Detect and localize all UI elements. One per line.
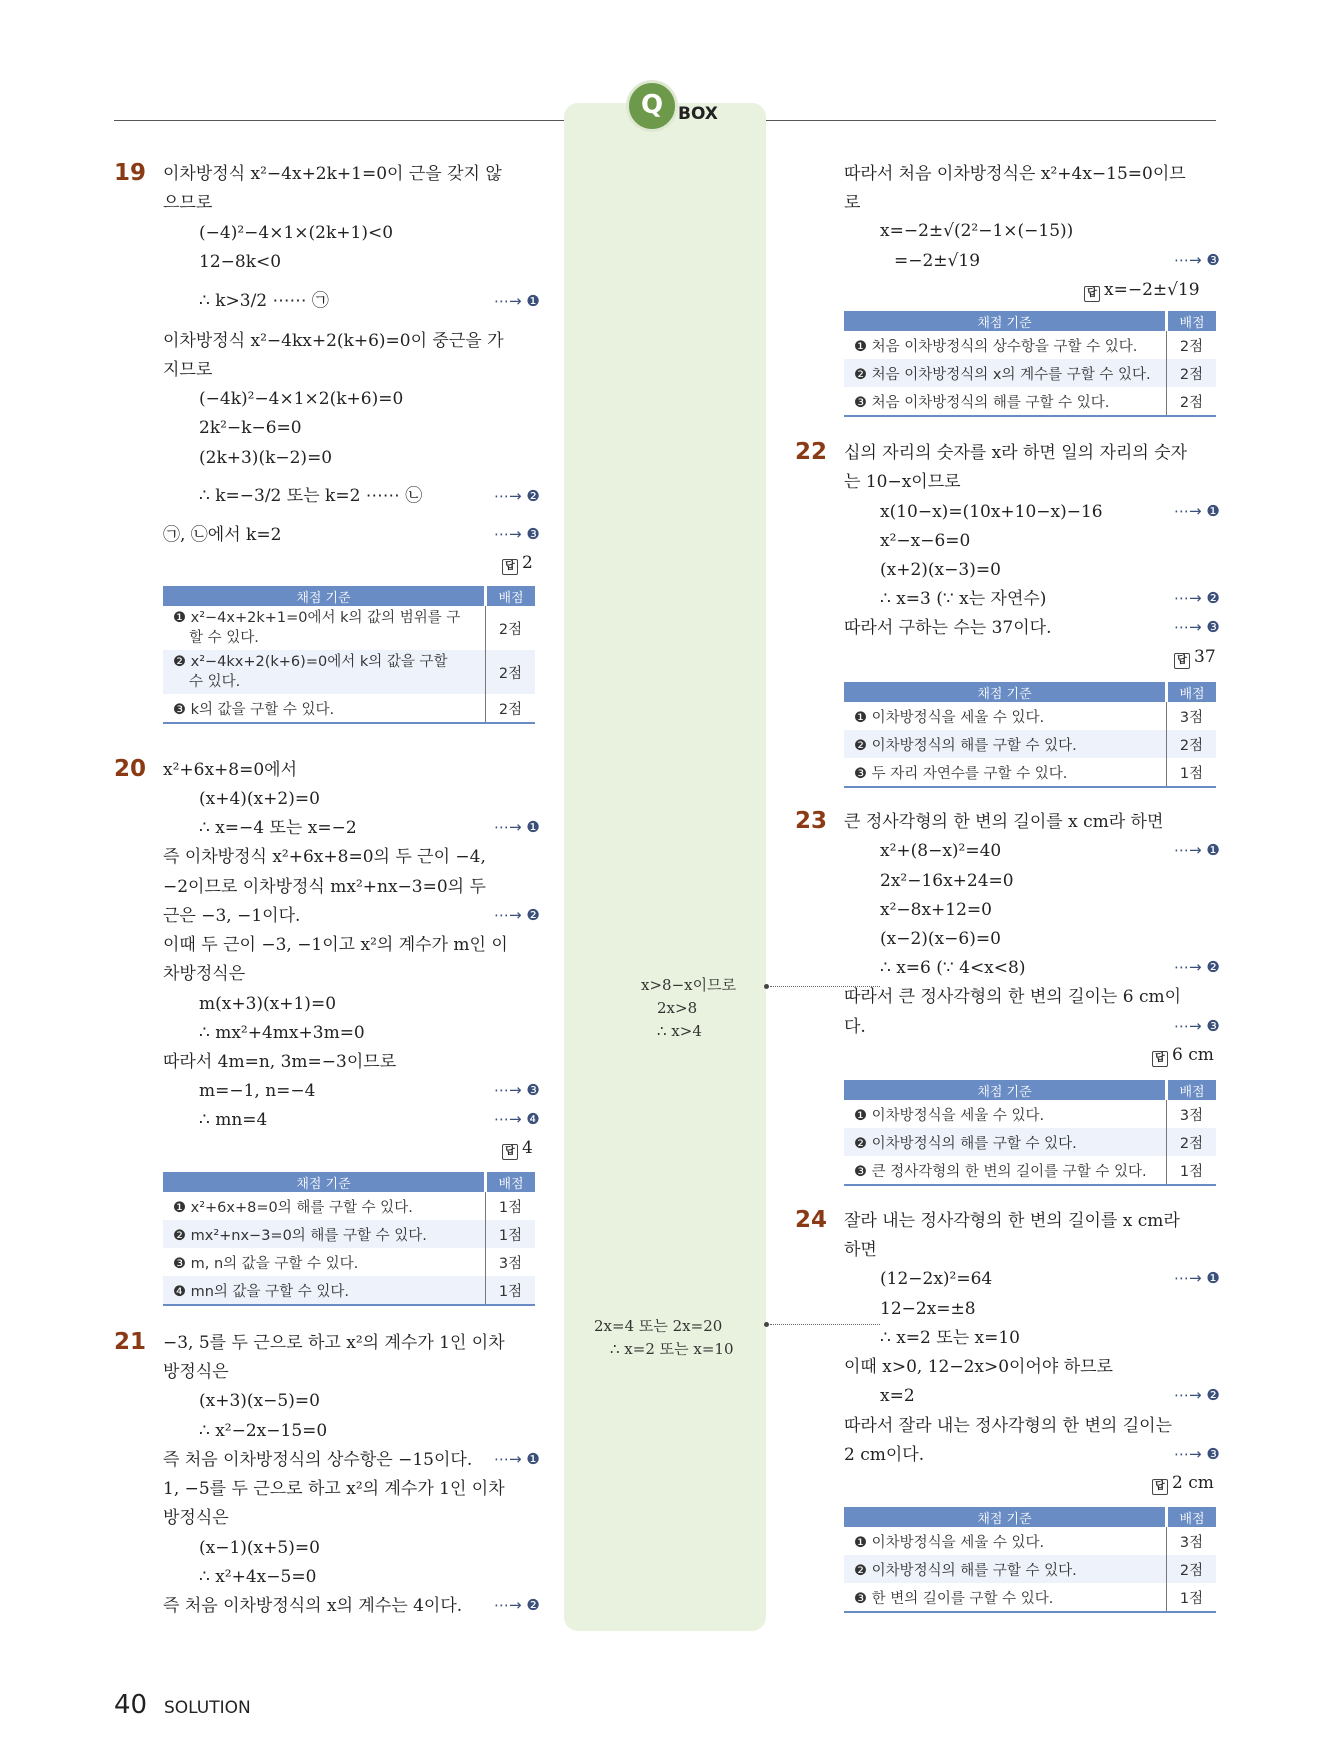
equation: ∴ x=2 또는 x=10 — [880, 1328, 1020, 1348]
qbox-label: BOX — [678, 104, 718, 124]
connector-line — [770, 986, 880, 987]
problem-text: 로 — [844, 193, 861, 213]
table-row — [844, 758, 1216, 787]
problem-text: 십의 자리의 숫자를 x라 하면 일의 자리의 숫자 — [844, 443, 1188, 463]
equation: ∴ k>3/2 ⋯⋯ ㉠ — [199, 291, 329, 311]
answer-value: 37 — [1194, 647, 1216, 667]
problem-text: −2이므로 이차방정식 mx²+nx−3=0의 두 — [163, 877, 486, 897]
points: 2점 — [1167, 1555, 1217, 1583]
problem-text: 2 cm이다. — [844, 1445, 925, 1465]
problem-number: 22 — [795, 439, 828, 465]
step-marker: ⋯→ ❸ — [1174, 1017, 1220, 1035]
table-header: 배점 — [486, 586, 536, 606]
connector-dot — [764, 984, 769, 989]
problem-text: 차방정식은 — [163, 964, 246, 984]
answer-value: 2 cm — [1172, 1473, 1214, 1493]
problem-text: 이때 x>0, 12−2x>0이어야 하므로 — [844, 1357, 1113, 1377]
criterion: ❶ 이차방정식을 세울 수 있다. — [854, 709, 1045, 726]
equation: x²+(8−x)²=40 — [880, 841, 1002, 861]
qbox-note: ∴ x>4 — [657, 1022, 702, 1040]
qbox-column — [564, 103, 766, 1631]
answer-value: 4 — [522, 1138, 533, 1158]
problem-text: 따라서 처음 이차방정식은 x²+4x−15=0이므 — [844, 164, 1186, 184]
points: 2점 — [1167, 331, 1217, 359]
table-row — [844, 702, 1216, 730]
answer-value: 2 — [522, 553, 533, 573]
answer-icon: 답 — [1152, 1479, 1168, 1495]
criterion: ❸ 처음 이차방정식의 해를 구할 수 있다. — [844, 387, 1167, 416]
problem-text: 는 10−x이므로 — [844, 472, 961, 492]
table-row — [844, 359, 1216, 387]
step-marker: ⋯→ ❹ — [494, 1110, 540, 1128]
answer — [502, 553, 533, 575]
table-header: 채점 기준 — [844, 1080, 1167, 1100]
step-marker: ⋯→ ❶ — [494, 292, 540, 310]
equation: =−2±√19 — [894, 251, 981, 271]
points: 3점 — [1167, 1527, 1217, 1555]
problem-number: 19 — [114, 160, 147, 186]
table-row — [163, 606, 535, 650]
criterion: ❶ x²−4x+2k+1=0에서 k의 값의 범위를 구 — [173, 610, 461, 626]
step-marker: ⋯→ ❷ — [1174, 1386, 1220, 1404]
problem-text: 1, −5를 두 근으로 하고 x²의 계수가 1인 이차 — [163, 1479, 505, 1499]
equation: x=−2±√(2²−1×(−15)) — [880, 221, 1074, 241]
step-marker: ⋯→ ❸ — [1174, 251, 1220, 269]
problem-text: 이차방정식 x²−4x+2k+1=0이 근을 갖지 않 — [163, 164, 502, 184]
table-header: 채점 기준 — [163, 1172, 486, 1192]
table-header: 채점 기준 — [844, 1507, 1167, 1527]
equation: ∴ x=6 (∵ 4<x<8) — [880, 958, 1026, 978]
table-row — [163, 1192, 535, 1220]
problem-text: 따라서 구하는 수는 37이다. — [844, 618, 1052, 638]
criterion: ❹ mn의 값을 구할 수 있다. — [163, 1276, 486, 1305]
problem-number: 20 — [114, 756, 147, 782]
equation: ∴ x=3 (∵ x는 자연수) — [880, 589, 1047, 609]
table-row — [844, 387, 1216, 416]
problem-text: 이차방정식 x²−4kx+2(k+6)=0이 중근을 가 — [163, 331, 504, 351]
criterion: ❸ k의 값을 구할 수 있다. — [163, 694, 486, 723]
equation: (x−1)(x+5)=0 — [199, 1538, 320, 1558]
criterion: ❸ 두 자리 자연수를 구할 수 있다. — [844, 758, 1167, 787]
criterion: ❶ 처음 이차방정식의 상수항을 구할 수 있다. — [854, 338, 1138, 355]
equation: 12−8k<0 — [199, 252, 282, 272]
qbox-badge: Q — [626, 80, 678, 132]
scoring-table — [844, 1080, 1216, 1186]
equation: 2x²−16x+24=0 — [880, 871, 1014, 891]
answer — [1152, 1473, 1214, 1495]
table-header: 배점 — [1167, 682, 1217, 702]
problem-text: 방정식은 — [163, 1508, 229, 1528]
equation: (12−2x)²=64 — [880, 1269, 993, 1289]
table-header: 채점 기준 — [163, 586, 486, 606]
step-marker: ⋯→ ❷ — [494, 487, 540, 505]
table-row — [844, 1156, 1216, 1185]
criterion: ❸ m, n의 값을 구할 수 있다. — [173, 1255, 359, 1272]
criterion: ❶ x²+6x+8=0의 해를 구할 수 있다. — [173, 1199, 413, 1216]
equation: (x+4)(x+2)=0 — [199, 789, 320, 809]
table-row — [844, 1100, 1216, 1128]
points: 2점 — [1167, 387, 1217, 416]
problem-text: 따라서 4m=n, 3m=−3이므로 — [163, 1052, 397, 1072]
step-marker: ⋯→ ❶ — [494, 1450, 540, 1468]
table-header: 배점 — [486, 1172, 536, 1192]
table-header: 배점 — [1167, 1080, 1217, 1100]
problem-number: 21 — [114, 1329, 147, 1355]
table-row — [844, 1527, 1216, 1555]
points: 1점 — [486, 1220, 536, 1248]
answer-icon: 답 — [1152, 1051, 1168, 1067]
equation: (2k+3)(k−2)=0 — [199, 448, 333, 468]
points: 2점 — [486, 606, 536, 650]
problem-text: 다. — [844, 1017, 866, 1037]
answer-icon: 답 — [502, 1144, 518, 1160]
points: 2점 — [1167, 359, 1217, 387]
criterion-cont: 할 수 있다. — [189, 630, 259, 646]
answer — [1152, 1045, 1214, 1067]
equation: x=2 — [880, 1386, 915, 1406]
step-marker: ⋯→ ❶ — [1174, 841, 1220, 859]
equation: x(10−x)=(10x+10−x)−16 — [880, 502, 1103, 522]
problem-text: 큰 정사각형의 한 변의 길이를 x cm라 하면 — [844, 812, 1164, 832]
equation: (x−2)(x−6)=0 — [880, 929, 1001, 949]
points: 2점 — [486, 694, 536, 723]
problem-text: 즉 처음 이차방정식의 x의 계수는 4이다. — [163, 1596, 463, 1616]
scoring-table — [844, 311, 1216, 417]
equation: x²−x−6=0 — [880, 531, 971, 551]
problem-text: 지므로 — [163, 360, 213, 380]
answer-icon: 답 — [1084, 286, 1100, 302]
problem-text: 방정식은 — [163, 1362, 229, 1382]
scoring-table — [163, 1172, 535, 1306]
equation: ∴ mx²+4mx+3m=0 — [199, 1023, 365, 1043]
problem-text: 잘라 내는 정사각형의 한 변의 길이를 x cm라 — [844, 1211, 1180, 1231]
table-header: 채점 기준 — [844, 311, 1167, 331]
table-header: 배점 — [1167, 1507, 1217, 1527]
criterion: ❷ 처음 이차방정식의 x의 계수를 구할 수 있다. — [844, 359, 1167, 387]
points: 1점 — [486, 1276, 536, 1305]
step-marker: ⋯→ ❷ — [1174, 958, 1220, 976]
connector-line — [770, 1324, 880, 1325]
problem-text: 따라서 잘라 내는 정사각형의 한 변의 길이는 — [844, 1416, 1173, 1436]
answer — [1174, 647, 1216, 669]
equation: 2k²−k−6=0 — [199, 418, 302, 438]
problem-text: 즉 이차방정식 x²+6x+8=0의 두 근이 −4, — [163, 847, 486, 867]
table-row — [844, 1128, 1216, 1156]
qbox-note: 2x=4 또는 2x=20 — [594, 1317, 723, 1335]
table-row — [844, 1555, 1216, 1583]
answer — [502, 1138, 533, 1160]
answer-value: x=−2±√19 — [1104, 280, 1200, 300]
points: 1점 — [486, 1192, 536, 1220]
problem-text: 하면 — [844, 1240, 877, 1260]
equation: m(x+3)(x+1)=0 — [199, 994, 337, 1014]
equation: 12−2x=±8 — [880, 1299, 976, 1319]
points: 2점 — [486, 650, 536, 694]
step-marker: ⋯→ ❸ — [1174, 618, 1220, 636]
equation: ∴ x²+4x−5=0 — [199, 1567, 317, 1587]
points: 3점 — [486, 1248, 536, 1276]
criterion: ❷ mx²+nx−3=0의 해를 구할 수 있다. — [163, 1220, 486, 1248]
problem-text: −3, 5를 두 근으로 하고 x²의 계수가 1인 이차 — [163, 1333, 505, 1353]
qbox-note: x>8−x이므로 — [641, 976, 737, 994]
header-rule-right — [766, 120, 1216, 121]
criterion: ❷ 이차방정식의 해를 구할 수 있다. — [844, 1555, 1167, 1583]
table-row — [163, 650, 535, 694]
equation: (x+2)(x−3)=0 — [880, 560, 1001, 580]
criterion: ❷ 이차방정식의 해를 구할 수 있다. — [844, 1128, 1167, 1156]
problem-text: 즉 처음 이차방정식의 상수항은 −15이다. — [163, 1450, 473, 1470]
problem-text: ㉠, ㉡에서 k=2 — [163, 525, 282, 545]
step-marker: ⋯→ ❷ — [494, 1596, 540, 1614]
table-row — [163, 1276, 535, 1305]
points: 3점 — [1167, 702, 1217, 730]
table-header: 채점 기준 — [844, 682, 1167, 702]
scoring-table — [844, 1507, 1216, 1613]
scoring-table — [844, 682, 1216, 788]
table-row — [844, 331, 1216, 359]
step-marker: ⋯→ ❶ — [1174, 502, 1220, 520]
problem-text: 따라서 큰 정사각형의 한 변의 길이는 6 cm이 — [844, 987, 1182, 1007]
connector-dot — [764, 1322, 769, 1327]
criterion: ❷ x²−4kx+2(k+6)=0에서 k의 값을 구할 — [173, 654, 448, 670]
problem-number: 23 — [795, 808, 828, 834]
points: 3점 — [1167, 1100, 1217, 1128]
header-rule-left — [114, 120, 566, 121]
points: 1점 — [1167, 758, 1217, 787]
table-row — [163, 1248, 535, 1276]
table-row — [844, 730, 1216, 758]
points: 1점 — [1167, 1156, 1217, 1185]
equation: x²+6x+8=0에서 — [163, 760, 298, 780]
step-marker: ⋯→ ❷ — [1174, 589, 1220, 607]
step-marker: ⋯→ ❶ — [1174, 1269, 1220, 1287]
table-row — [163, 694, 535, 723]
criterion-cont: 수 있다. — [189, 674, 241, 690]
answer — [1084, 280, 1200, 302]
table-row — [844, 1583, 1216, 1612]
step-marker: ⋯→ ❸ — [1174, 1445, 1220, 1463]
equation: (−4k)²−4×1×2(k+6)=0 — [199, 389, 404, 409]
step-marker: ⋯→ ❸ — [494, 1081, 540, 1099]
step-marker: ⋯→ ❸ — [494, 525, 540, 543]
equation: x²−8x+12=0 — [880, 900, 992, 920]
equation: (x+3)(x−5)=0 — [199, 1391, 320, 1411]
section-label: SOLUTION — [164, 1698, 251, 1718]
answer-icon: 답 — [502, 559, 518, 575]
points: 1점 — [1167, 1583, 1217, 1612]
points: 2점 — [1167, 730, 1217, 758]
equation: (−4)²−4×1×(2k+1)<0 — [199, 223, 394, 243]
table-header: 배점 — [1167, 311, 1217, 331]
answer-icon: 답 — [1174, 653, 1190, 669]
equation: ∴ mn=4 — [199, 1110, 268, 1130]
qbox-note: ∴ x=2 또는 x=10 — [610, 1340, 734, 1358]
criterion: ❶ 이차방정식을 세울 수 있다. — [854, 1534, 1045, 1551]
equation: ∴ x=−4 또는 x=−2 — [199, 818, 357, 838]
equation: ∴ k=−3/2 또는 k=2 ⋯⋯ ㉡ — [199, 486, 423, 506]
problem-text: 으므로 — [163, 193, 213, 213]
step-marker: ⋯→ ❷ — [494, 906, 540, 924]
criterion: ❶ 이차방정식을 세울 수 있다. — [854, 1107, 1045, 1124]
problem-text: 근은 −3, −1이다. — [163, 906, 301, 926]
problem-number: 24 — [795, 1207, 828, 1233]
problem-text: 이때 두 근이 −3, −1이고 x²의 계수가 m인 이 — [163, 935, 508, 955]
page-number: 40 — [114, 1690, 148, 1720]
points: 2점 — [1167, 1128, 1217, 1156]
scoring-table — [163, 586, 535, 724]
table-row — [163, 1220, 535, 1248]
criterion: ❷ 이차방정식의 해를 구할 수 있다. — [844, 730, 1167, 758]
qbox-note: 2x>8 — [657, 999, 698, 1017]
equation: ∴ x²−2x−15=0 — [199, 1421, 328, 1441]
step-marker: ⋯→ ❶ — [494, 818, 540, 836]
criterion: ❸ 한 변의 길이를 구할 수 있다. — [844, 1583, 1167, 1612]
answer-value: 6 cm — [1172, 1045, 1214, 1065]
criterion: ❸ 큰 정사각형의 한 변의 길이를 구할 수 있다. — [844, 1156, 1167, 1185]
equation: m=−1, n=−4 — [199, 1081, 316, 1101]
